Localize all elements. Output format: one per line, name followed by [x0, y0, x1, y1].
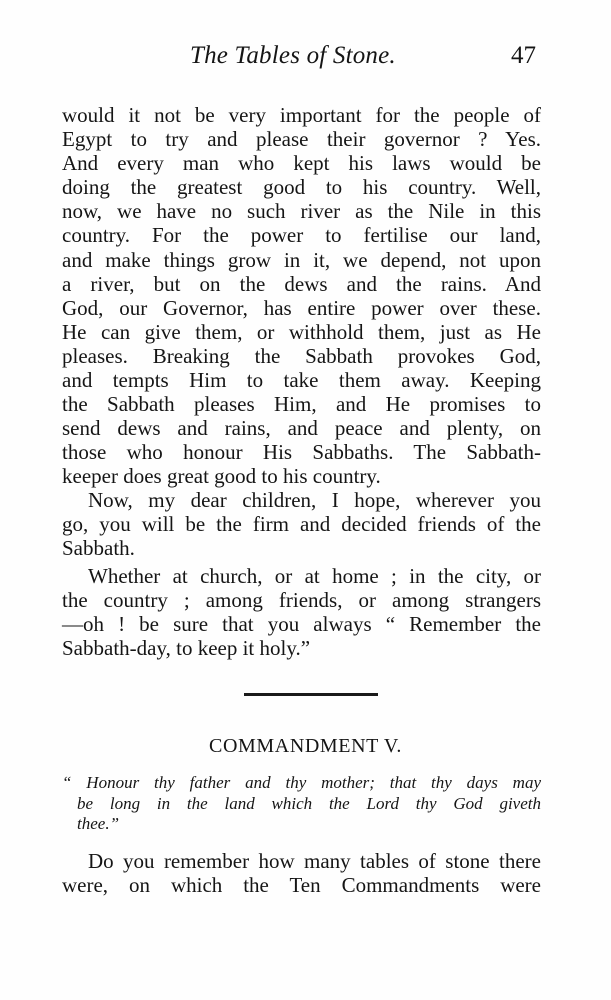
section-heading: COMMANDMENT V.	[209, 735, 402, 757]
text-line: go, you will be the firm and decided friends of the	[62, 512, 541, 537]
text-line: country. For the power to fertilise our land,	[62, 223, 541, 248]
quote-line: thee.”	[77, 814, 120, 833]
text-line: were, on which the Ten Commandments were	[62, 873, 541, 898]
text-line: those who honour His Sabbaths. The Sabbath-	[62, 440, 541, 465]
text-line: send dews and rains, and peace and plenty, on	[62, 416, 541, 441]
text-line: now, we have no such river as the Nile in this	[62, 199, 541, 224]
text-line: Whether at church, or at home ; in the city, or	[88, 564, 541, 588]
text-line: a river, but on the dews and the rains. And	[62, 271, 541, 296]
text-line: Now, my dear children, I hope, wherever you	[88, 488, 541, 512]
quote-line: “ Honour thy father and thy mother; that thy days may	[62, 773, 541, 792]
text-line: Do you remember how many tables of stone there	[88, 849, 541, 873]
text-line: —oh ! be sure that you always “ Remember the	[62, 612, 541, 637]
paragraph-remember-sabbath	[62, 564, 541, 660]
quote-line: be long in the land which the Lord thy God giveth	[77, 793, 541, 813]
text-line: Sabbath-day, to keep it holy.”	[62, 636, 311, 661]
text-line: doing the greatest good to his country. Well,	[62, 175, 541, 200]
page-number: 47	[511, 42, 536, 69]
text-line: He can give them, or withhold them, just as He	[62, 319, 541, 344]
paragraph-sabbath-friends	[62, 488, 541, 560]
text-line: pleases. Breaking the Sabbath provokes God,	[62, 343, 541, 368]
paragraph-continuation	[62, 103, 541, 489]
running-title: The Tables of Stone.	[190, 42, 396, 69]
paragraph-tables-of-stone	[62, 849, 541, 897]
commandment-quote	[62, 773, 541, 835]
text-line: And every man who kept his laws would be	[62, 151, 541, 176]
section-divider	[244, 693, 378, 696]
running-head	[62, 42, 542, 82]
text-line: God, our Governor, has entire power over these.	[62, 295, 541, 320]
text-line: the country ; among friends, or among strangers	[62, 588, 541, 613]
text-line: would it not be very important for the people of	[62, 103, 541, 127]
text-line: Egypt to try and please their governor ? Yes.	[62, 127, 541, 152]
text-line: and tempts Him to take them away. Keeping	[62, 368, 541, 393]
text-line: the Sabbath pleases Him, and He promises to	[62, 392, 541, 417]
text-line: Sabbath.	[62, 536, 135, 561]
text-line: and make things grow in it, we depend, not upon	[62, 247, 541, 272]
text-line: keeper does great good to his country.	[62, 464, 381, 489]
